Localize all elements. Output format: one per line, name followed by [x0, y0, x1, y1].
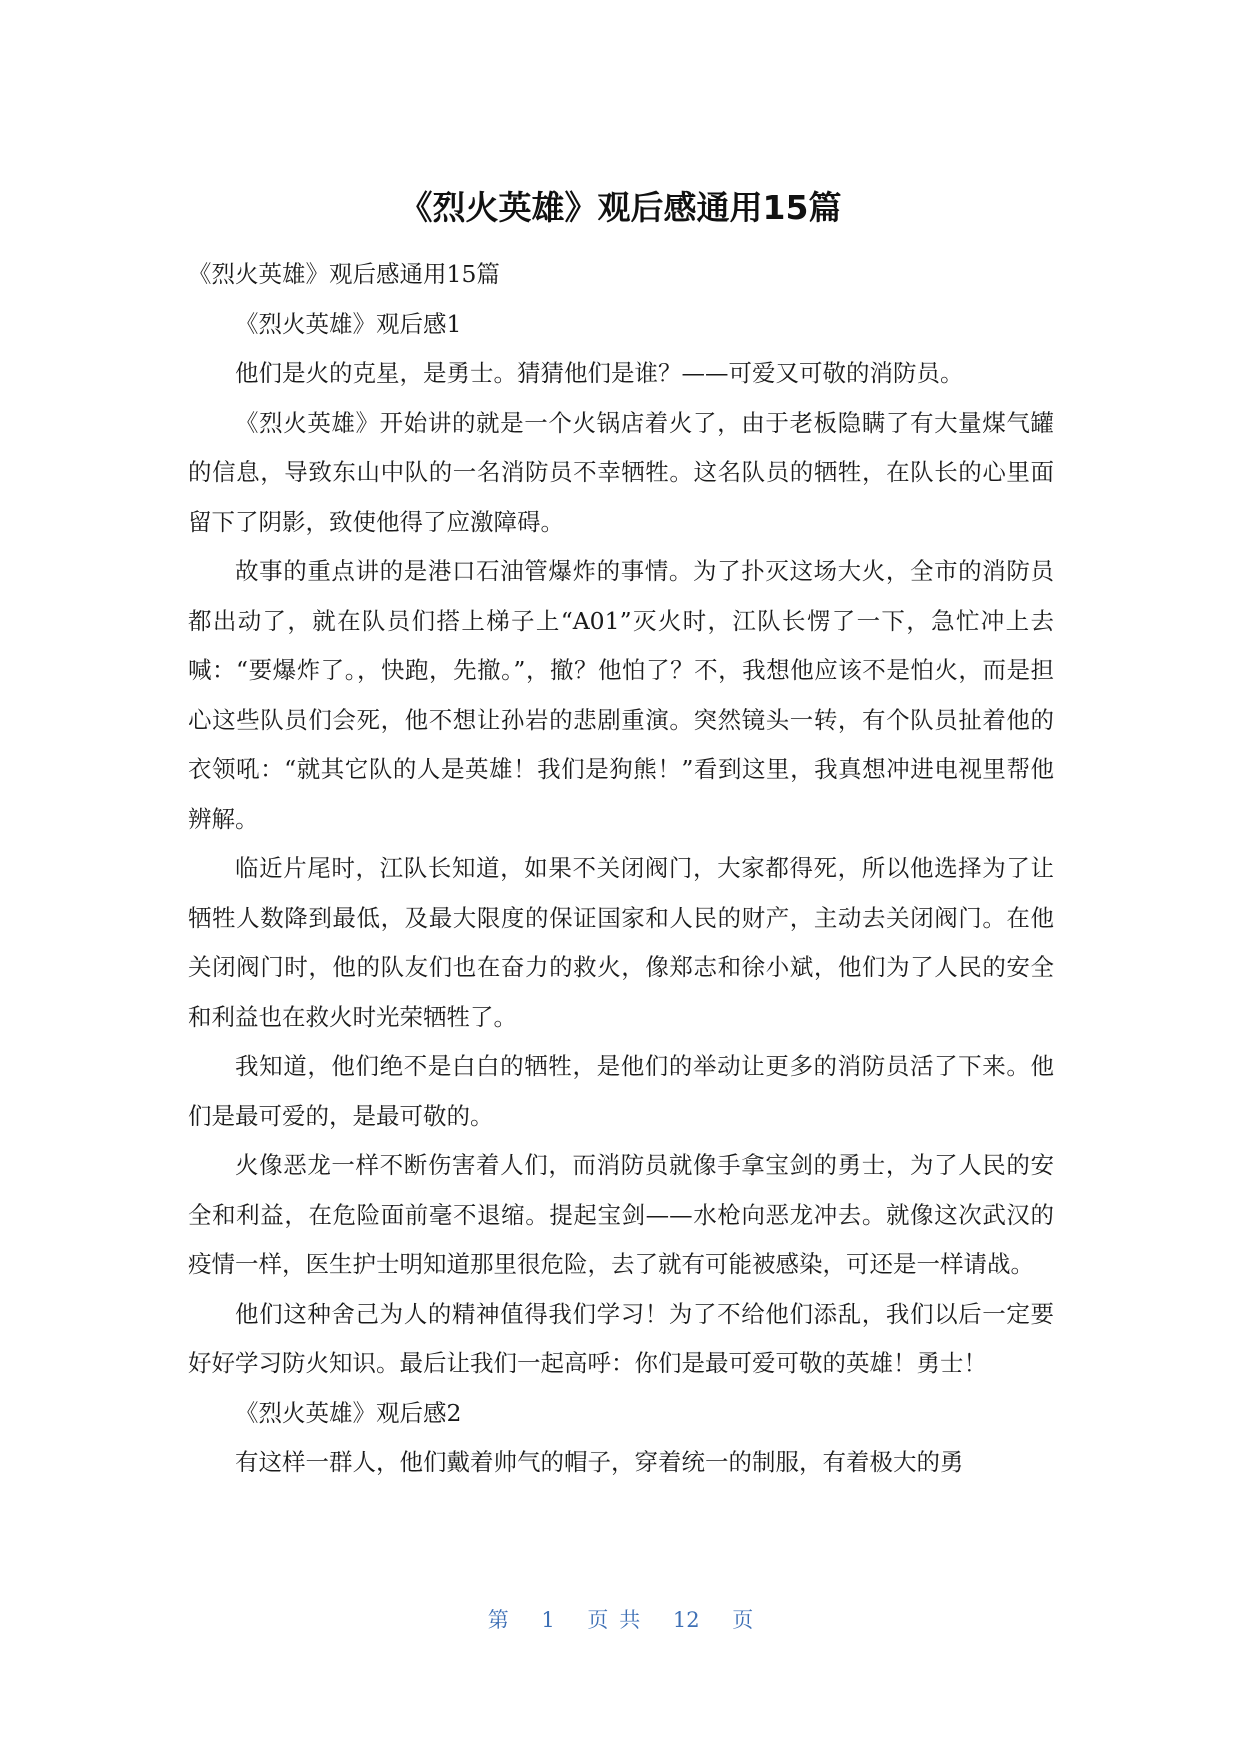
paragraph: 他们这种舍己为人的精神值得我们学习！为了不给他们添乱，我们以后一定要好好学习防火知识。最后让我们一起高呼：你们是最可爱可敬的英雄！勇士！ — [188, 1299, 1054, 1377]
paragraph: 他们是火的克星，是勇士。猜猜他们是谁？——可爱又可敬的消防员。 — [235, 359, 964, 387]
footer-page-word: 第 — [487, 1608, 509, 1632]
paragraph: 故事的重点讲的是港口石油管爆炸的事情。为了扑灭这场大火，全市的消防员都出动了，就在队员们搭上梯子上“A01”灭火时，江队长愣了一下，急忙冲上去喊：“要爆炸了。，快跑，先撤。”，撤？他怕了？不，我想他应该不是怕火，而是担心这些队员们会死，他不想让孙岩的悲剧重演。突然镜头一转，有个队员扯着他的衣领吼：“就其它队的人是英雄！我们是狗熊！”看到这里，我真想冲进电视里帮他辨解。 — [188, 557, 1054, 833]
paragraph: 有这样一群人，他们戴着帅气的帽子，穿着统一的制服，有着极大的勇 — [235, 1448, 964, 1476]
page-footer — [0, 1605, 1241, 1635]
paragraph: 《烈火英雄》开始讲的就是一个火锅店着火了，由于老板隐瞒了有大量煤气罐的信息，导致东山中队的一名消防员不幸牺牲。这名队员的牺牲，在队长的心里面留下了阴影，致使他得了应激障碍。 — [188, 408, 1054, 536]
footer-total-word: 共 — [619, 1608, 641, 1632]
footer-total-unit: 页 — [732, 1608, 754, 1632]
paragraph: 我知道，他们绝不是白白的牺牲，是他们的举动让更多的消防员活了下来。他们是最可爱的，是最可敬的。 — [188, 1052, 1054, 1130]
footer-total-pages: 12 — [672, 1608, 700, 1632]
paragraph: 临近片尾时，江队长知道，如果不关闭阀门，大家都得死，所以他选择为了让牺牲人数降到最低，及最大限度的保证国家和人民的财产，主动去关闭阀门。在他关闭阀门时，他的队友们也在奋力的救火，像郑志和徐小斌，他们为了人民的安全和利益也在救火时光荣牺牲了。 — [188, 854, 1054, 1031]
subtitle-line: 《烈火英雄》观后感通用15篇 — [188, 260, 500, 288]
footer-page-unit: 页 — [587, 1608, 609, 1632]
document-body — [188, 250, 1054, 1488]
paragraph: 火像恶龙一样不断伤害着人们，而消防员就像手拿宝剑的勇士，为了人民的安全和利益，在危险面前毫不退缩。提起宝剑——水枪向恶龙冲去。就像这次武汉的疫情一样，医生护士明知道那里很危险，去了就有可能被感染，可还是一样请战。 — [188, 1151, 1054, 1278]
footer-page-number: 1 — [541, 1608, 555, 1632]
section-heading: 《烈火英雄》观后感1 — [235, 309, 462, 338]
document-title: 《烈火英雄》观后感通用15篇 — [399, 188, 842, 227]
section-heading: 《烈火英雄》观后感2 — [235, 1398, 462, 1427]
